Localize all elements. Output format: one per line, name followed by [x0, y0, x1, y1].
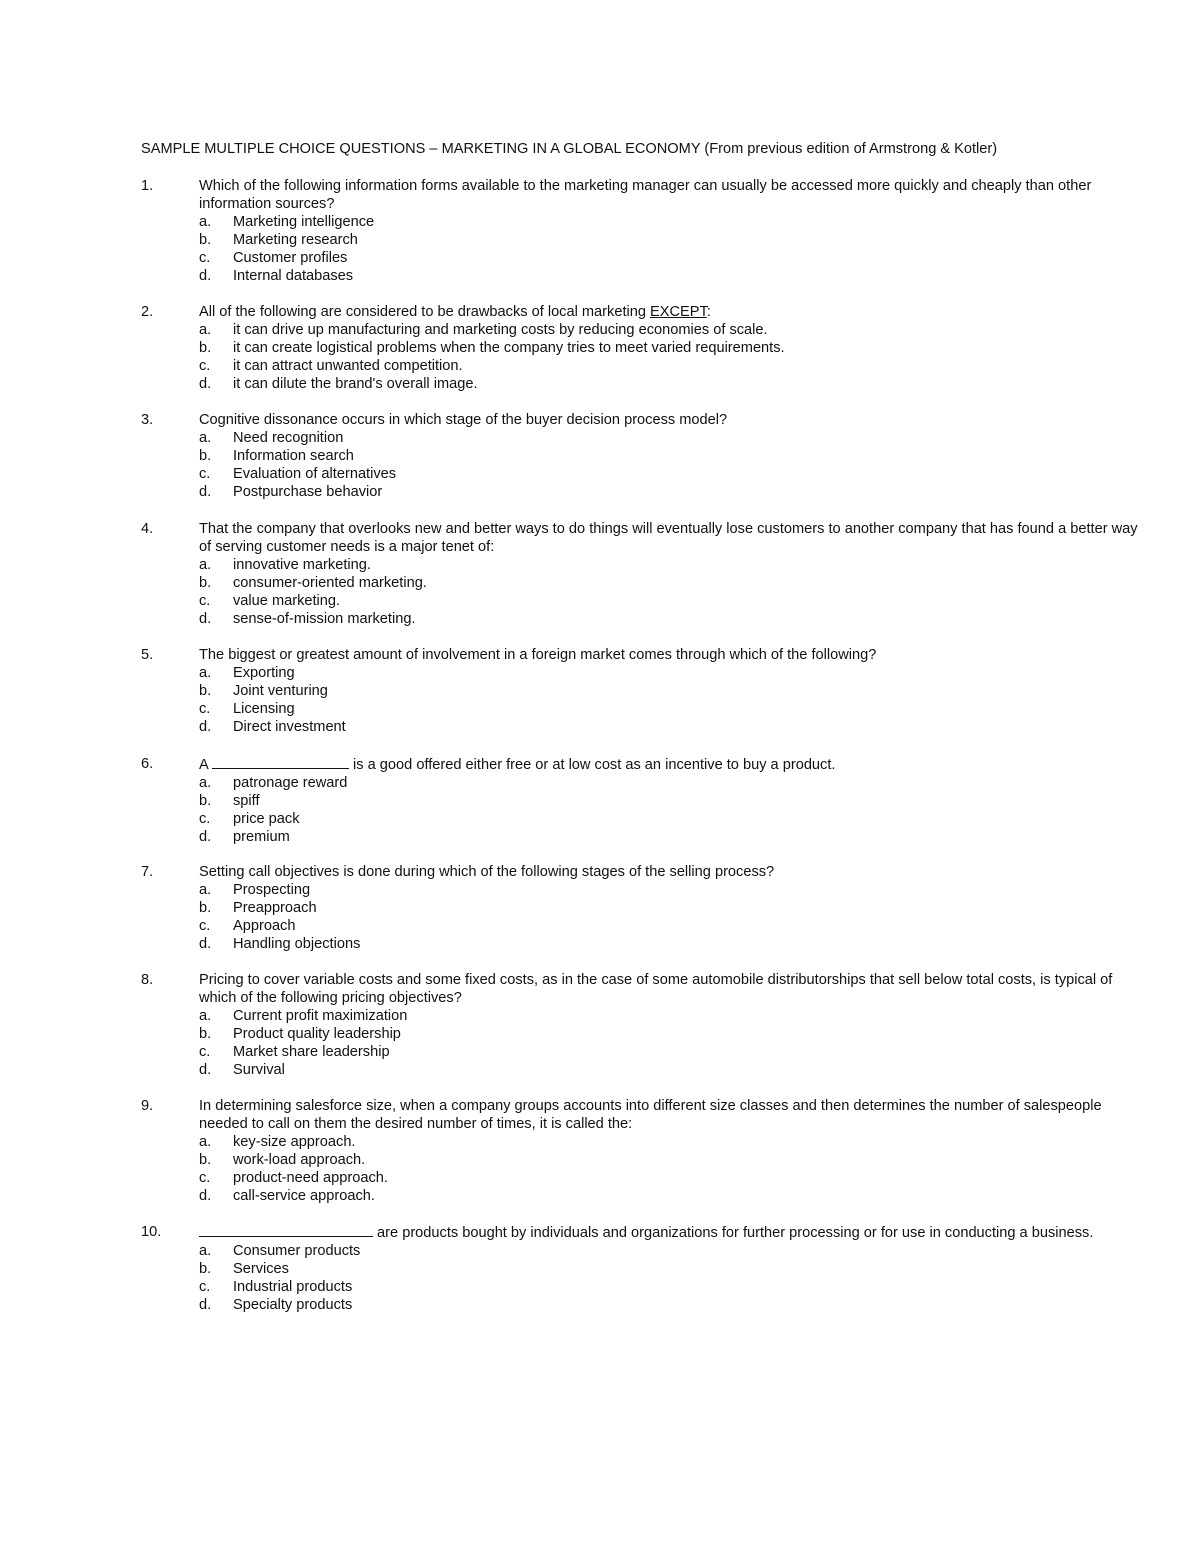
option-letter: c. [199, 1279, 211, 1295]
question-text-after: are products bought by individuals and organizations for further processing or for use in conducting a business. [373, 1225, 1094, 1241]
option-text: Handling objections [233, 936, 361, 952]
answer-option [141, 357, 1141, 375]
question-stem [141, 863, 1141, 881]
option-text: consumer-oriented marketing. [233, 575, 427, 591]
option-text: Exporting [233, 665, 295, 681]
option-letter: c. [199, 1170, 211, 1186]
question-number: 1. [141, 178, 154, 194]
option-letter: b. [199, 575, 212, 591]
answer-option [141, 1260, 1141, 1278]
option-text: Information search [233, 448, 354, 464]
question-number: 9. [141, 1098, 154, 1114]
option-text: product-need approach. [233, 1170, 388, 1186]
answer-option [141, 1007, 1141, 1025]
question-6 [141, 755, 1141, 846]
answer-option [141, 810, 1141, 828]
question-number: 2. [141, 304, 154, 320]
question-text: Setting call objectives is done during which of the following stages of the selling process? [199, 864, 775, 880]
question-text: That the company that overlooks new and better ways to do things will eventually lose customers to another company that has found a better way of serving customer needs is a major tenet of: [199, 521, 1138, 555]
option-letter: b. [199, 232, 212, 248]
answer-option [141, 1278, 1141, 1296]
question-stem [141, 755, 1141, 774]
option-text: it can attract unwanted competition. [233, 358, 463, 374]
option-letter: b. [199, 340, 212, 356]
answer-option [141, 792, 1141, 810]
option-text: spiff [233, 793, 260, 809]
option-text: Joint venturing [233, 683, 328, 699]
answer-option [141, 267, 1141, 285]
answer-option [141, 917, 1141, 935]
answer-option [141, 574, 1141, 592]
question-stem [141, 1223, 1141, 1242]
option-letter: a. [199, 1008, 212, 1024]
answer-option [141, 664, 1141, 682]
option-letter: c. [199, 250, 211, 266]
option-letter: d. [199, 936, 212, 952]
option-text: Specialty products [233, 1297, 353, 1313]
option-text: key-size approach. [233, 1134, 356, 1150]
option-letter: c. [199, 701, 211, 717]
option-text: work-load approach. [233, 1152, 366, 1168]
question-text: The biggest or greatest amount of involvement in a foreign market comes through which of the following? [199, 647, 877, 663]
question-stem [141, 646, 1141, 664]
option-text: it can dilute the brand's overall image. [233, 376, 478, 392]
option-text: Preapproach [233, 900, 317, 916]
question-text: Which of the following information forms available to the marketing manager can usually be accessed more quickly and cheaply than other information sources? [199, 178, 1092, 212]
question-text [199, 303, 1141, 321]
option-text: Marketing research [233, 232, 358, 248]
option-letter: d. [199, 1297, 212, 1313]
question-text: Cognitive dissonance occurs in which stage of the buyer decision process model? [199, 412, 728, 428]
option-text: Internal databases [233, 268, 354, 284]
option-text: Services [233, 1261, 289, 1277]
option-letter: a. [199, 1134, 212, 1150]
question-text-after: is a good offered either free or at low cost as an incentive to buy a product. [348, 757, 836, 773]
option-text: value marketing. [233, 593, 341, 609]
option-letter: d. [199, 376, 212, 392]
answer-option [141, 718, 1141, 736]
option-letter: d. [199, 611, 212, 627]
question-10 [141, 1223, 1141, 1314]
option-letter: b. [199, 1152, 212, 1168]
option-text: it can drive up manufacturing and marketing costs by reducing economies of scale. [233, 322, 768, 338]
answer-option [141, 899, 1141, 917]
option-text: Approach [233, 918, 296, 934]
answer-option [141, 881, 1141, 899]
option-text: Marketing intelligence [233, 214, 375, 230]
option-letter: a. [199, 882, 212, 898]
option-letter: d. [199, 484, 212, 500]
fill-in-blank [212, 755, 349, 769]
option-text: Customer profiles [233, 250, 348, 266]
question-1 [141, 177, 1141, 285]
option-letter: a. [199, 557, 212, 573]
answer-option [141, 483, 1141, 501]
question-3 [141, 411, 1141, 501]
option-text: Need recognition [233, 430, 344, 446]
option-letter: c. [199, 593, 211, 609]
answer-option [141, 1061, 1141, 1079]
option-letter: b. [199, 1026, 212, 1042]
option-letter: d. [199, 1188, 212, 1204]
answer-option [141, 556, 1141, 574]
answer-option [141, 321, 1141, 339]
option-text: patronage reward [233, 775, 348, 791]
answer-option [141, 682, 1141, 700]
question-stem [141, 1097, 1141, 1133]
question-stem [141, 303, 1141, 321]
answer-option [141, 774, 1141, 792]
option-letter: c. [199, 1044, 211, 1060]
question-5 [141, 646, 1141, 736]
answer-option [141, 447, 1141, 465]
option-letter: a. [199, 1243, 212, 1259]
answer-option [141, 429, 1141, 447]
answer-option [141, 935, 1141, 953]
option-letter: a. [199, 322, 212, 338]
question-number: 10. [141, 1224, 162, 1240]
option-text: Evaluation of alternatives [233, 466, 397, 482]
option-text: Market share leadership [233, 1044, 390, 1060]
option-text: it can create logistical problems when the company tries to meet varied requirements. [233, 340, 785, 356]
question-7 [141, 863, 1141, 953]
answer-option [141, 231, 1141, 249]
question-text-before: All of the following are considered to be drawbacks of local marketing [199, 304, 651, 320]
option-letter: b. [199, 683, 212, 699]
answer-option [141, 1043, 1141, 1061]
option-text: Licensing [233, 701, 295, 717]
answer-option [141, 1151, 1141, 1169]
option-letter: b. [199, 1261, 212, 1277]
question-stem [141, 520, 1141, 556]
question-text [199, 755, 1141, 774]
answer-option [141, 700, 1141, 718]
answer-option [141, 1133, 1141, 1151]
answer-option [141, 1296, 1141, 1314]
answer-option [141, 375, 1141, 393]
answer-option [141, 610, 1141, 628]
option-text: Prospecting [233, 882, 311, 898]
option-text: Product quality leadership [233, 1026, 401, 1042]
option-letter: d. [199, 719, 212, 735]
option-letter: d. [199, 268, 212, 284]
option-letter: c. [199, 811, 211, 827]
answer-option [141, 339, 1141, 357]
answer-option [141, 1187, 1141, 1205]
question-number: 8. [141, 972, 154, 988]
option-text: call-service approach. [233, 1188, 375, 1204]
option-letter: c. [199, 466, 211, 482]
question-9 [141, 1097, 1141, 1205]
option-text: innovative marketing. [233, 557, 371, 573]
question-stem [141, 971, 1141, 1007]
option-text: Direct investment [233, 719, 346, 735]
question-number: 7. [141, 864, 154, 880]
question-text: Pricing to cover variable costs and some fixed costs, as in the case of some automobile distributorships that sell below total costs, is typical of which of the following pricing objectives? [199, 972, 1113, 1006]
answer-option [141, 249, 1141, 267]
option-text: premium [233, 829, 290, 845]
question-number: 4. [141, 521, 154, 537]
answer-option [141, 213, 1141, 231]
question-text-after: : [706, 304, 711, 320]
option-text: Industrial products [233, 1279, 353, 1295]
option-text: price pack [233, 811, 300, 827]
option-text: Survival [233, 1062, 285, 1078]
page-title: SAMPLE MULTIPLE CHOICE QUESTIONS – MARKETING IN A GLOBAL ECONOMY (From previous edition of Armstrong & Kotler) [141, 141, 998, 157]
except-emphasis: EXCEPT [650, 304, 707, 320]
option-letter: c. [199, 358, 211, 374]
option-letter: a. [199, 430, 212, 446]
answer-option [141, 1169, 1141, 1187]
answer-option [141, 592, 1141, 610]
option-letter: b. [199, 900, 212, 916]
answer-option [141, 828, 1141, 846]
question-text-before: A [199, 757, 212, 773]
question-number: 6. [141, 756, 154, 772]
option-text: Current profit maximization [233, 1008, 408, 1024]
answer-option [141, 1025, 1141, 1043]
question-stem [141, 411, 1141, 429]
option-letter: a. [199, 214, 212, 230]
option-text: Consumer products [233, 1243, 361, 1259]
option-letter: c. [199, 918, 211, 934]
option-letter: d. [199, 829, 212, 845]
option-letter: b. [199, 448, 212, 464]
option-text: sense-of-mission marketing. [233, 611, 416, 627]
question-2 [141, 303, 1141, 393]
question-text: In determining salesforce size, when a company groups accounts into different size classes and then determines the number of salespeople needed to call on them the desired number of times, it is called the: [199, 1098, 1102, 1132]
question-8 [141, 971, 1141, 1079]
question-stem [141, 177, 1141, 213]
option-text: Postpurchase behavior [233, 484, 383, 500]
question-number: 3. [141, 412, 154, 428]
option-letter: a. [199, 665, 212, 681]
question-text [199, 1223, 1141, 1242]
question-4 [141, 520, 1141, 628]
question-number: 5. [141, 647, 154, 663]
answer-option [141, 465, 1141, 483]
fill-in-blank [199, 1223, 373, 1237]
option-letter: b. [199, 793, 212, 809]
option-letter: d. [199, 1062, 212, 1078]
option-letter: a. [199, 775, 212, 791]
answer-option [141, 1242, 1141, 1260]
